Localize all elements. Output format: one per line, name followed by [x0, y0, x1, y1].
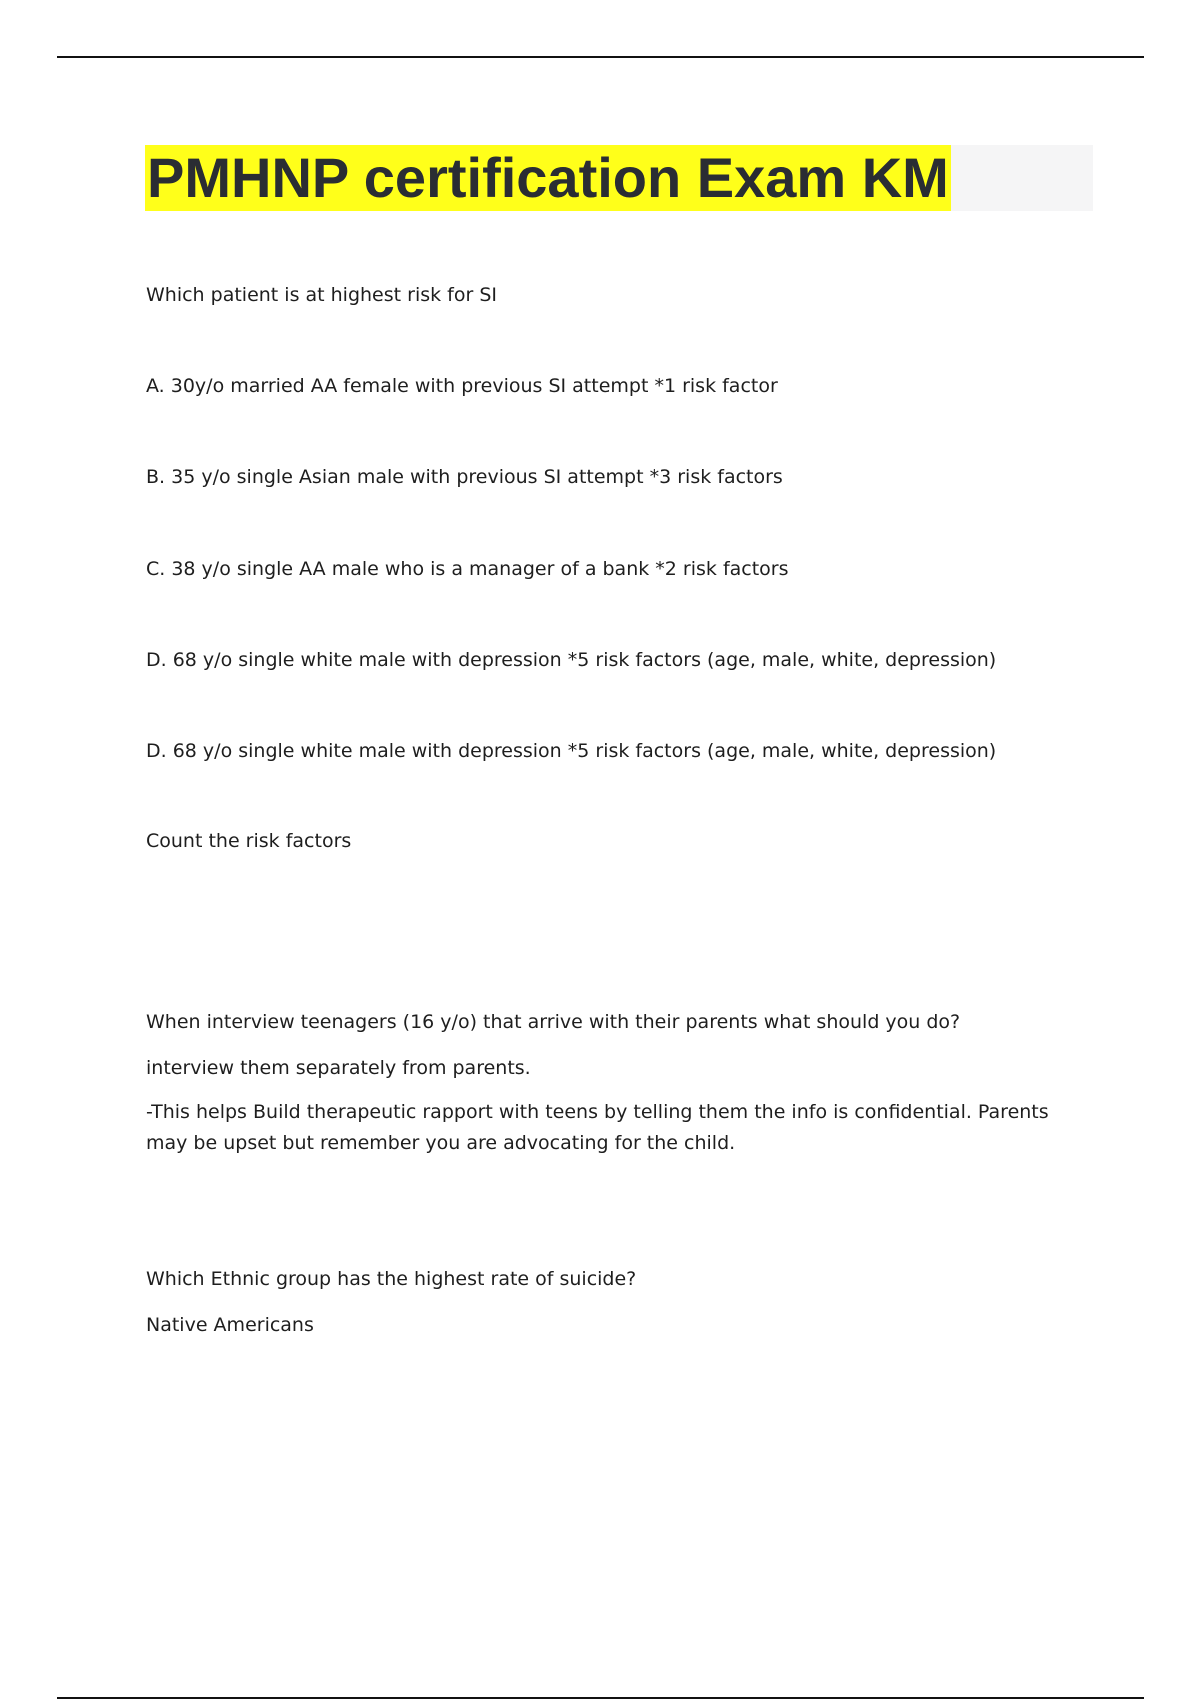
q1-option-b: B. 35 y/o single Asian male with previous SI attempt *3 risk factors: [146, 466, 783, 488]
header-rule: [57, 56, 1144, 58]
footer-rule: [57, 1697, 1144, 1699]
document-title: PMHNP certification Exam KM: [147, 146, 949, 209]
q2-rationale: -This helps Build therapeutic rapport with teens by telling them the info is confidential. Parents may be upset but remember you are advocating for the child.: [146, 1101, 1049, 1154]
q1-option-d: D. 68 y/o single white male with depression *5 risk factors (age, male, white, depression): [146, 649, 997, 671]
q1-answer: D. 68 y/o single white male with depression *5 risk factors (age, male, white, depression): [146, 740, 997, 762]
q1-question: Which patient is at highest risk for SI: [146, 284, 497, 306]
q2-question: When interview teenagers (16 y/o) that arrive with their parents what should you do?: [146, 1011, 961, 1033]
q2-answer: interview them separately from parents.: [146, 1057, 531, 1079]
q3-question: Which Ethnic group has the highest rate of suicide?: [146, 1268, 637, 1290]
q1-option-c: C. 38 y/o single AA male who is a manager of a bank *2 risk factors: [146, 558, 789, 580]
q1-rationale: Count the risk factors: [146, 830, 352, 852]
q3-answer: Native Americans: [146, 1314, 314, 1336]
q1-option-a: A. 30y/o married AA female with previous SI attempt *1 risk factor: [146, 375, 778, 397]
